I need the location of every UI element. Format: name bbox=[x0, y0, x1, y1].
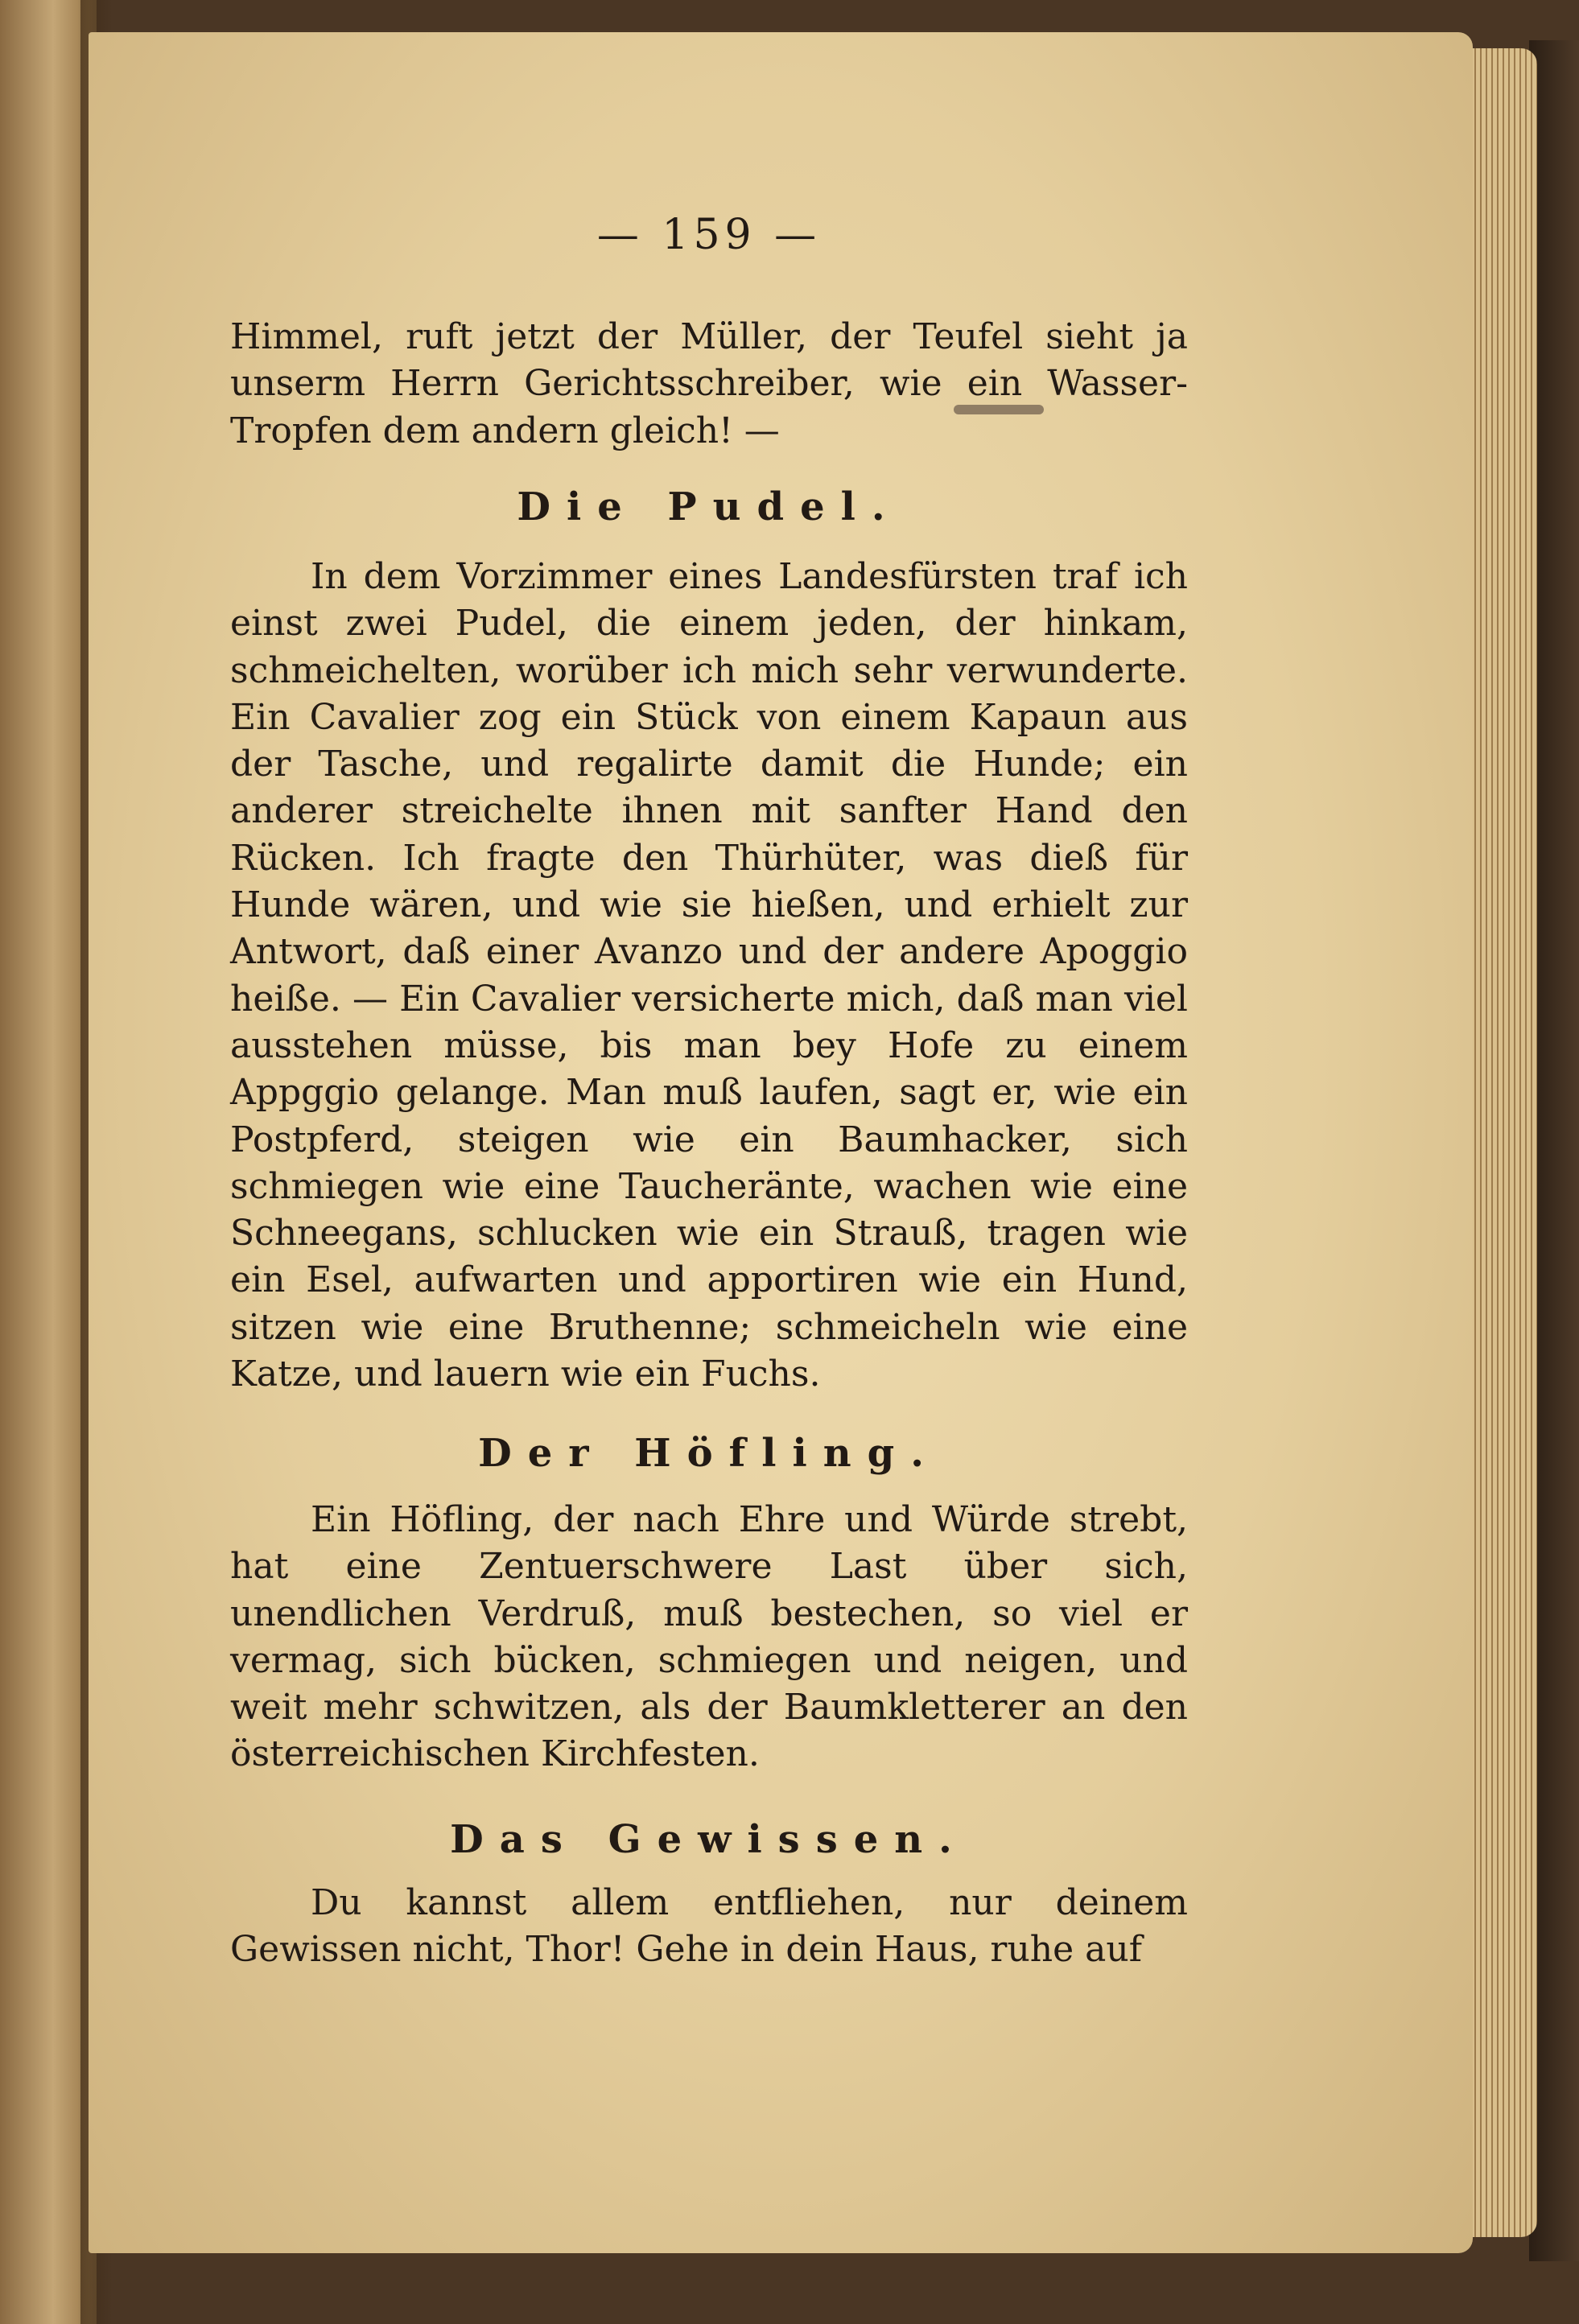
section-heading: Die Pudel. bbox=[517, 484, 901, 529]
section-body-gewissen bbox=[230, 1880, 1188, 1974]
page-stack-edge bbox=[1465, 48, 1537, 2237]
paragraph-text: In dem Vorzimmer eines Landesfürsten traf ich einst zwei Pudel, die einem jeden, der hinkam, schmeichelten, worüber ich mich sehr verwunderte. Ein Cavalier zog ein Stück von einem Kapaun aus der Tasche, und regalirte damit die Hunde; ein anderer streichelte ihnen mit sanfter Hand den Rücken. Ich fragte den Thürhüter, was dieß für Hunde wären, und wie sie hießen, und erhielt zur Antwort, daß einer Avanzo und der andere Apoggio heiße. — Ein Cavalier versicherte mich, daß man viel ausstehen müsse, bis man bey Hofe zu einem Appggio gelange. Man muß laufen, sagt er, wie ein Postpferd, steigen wie ein Baumhacker, sich schmiegen wie eine Taucheränte, wachen wie eine Schneegans, schlucken wie ein Strauß, tragen wie ein Esel, aufwarten und apportiren wie ein Hund, sitzen wie eine Bruthenne; schmeicheln wie eine Katze, und lauern wie ein Fuchs. bbox=[230, 556, 1188, 1395]
paragraph-text: Himmel, ruft jetzt der Müller, der Teufel sieht ja unserm Herrn Gerichtsschreiber, wie ein Wasser-Tropfen dem andern gleich! — bbox=[230, 316, 1188, 451]
paragraph-text: Ein Höfling, der nach Ehre und Würde strebt, hat eine Zentuerschwere Last über sich, unendlichen Verdruß, muß bestechen, so viel er vermag, sich bücken, schmiegen und neigen, und weit mehr schwitzen, als der Baumkletterer an den österreichischen Kirchfesten. bbox=[230, 1499, 1188, 1775]
section-body-hoefling bbox=[230, 1497, 1188, 1778]
section-heading-pudel bbox=[230, 483, 1188, 531]
section-heading: Das Gewissen. bbox=[450, 1817, 968, 1862]
section-heading: Der Höfling. bbox=[478, 1431, 940, 1476]
section-heading-hoefling bbox=[230, 1429, 1188, 1477]
section-heading-gewissen bbox=[230, 1815, 1188, 1864]
continued-paragraph bbox=[230, 314, 1188, 455]
page-number: — 159 — bbox=[596, 211, 822, 259]
pencil-underline-mark bbox=[954, 405, 1044, 414]
section-body-pudel bbox=[230, 554, 1188, 1398]
paragraph-text: Du kannst allem entfliehen, nur deinem Gewissen nicht, Thor! Gehe in dein Haus, ruhe auf bbox=[230, 1882, 1188, 1971]
